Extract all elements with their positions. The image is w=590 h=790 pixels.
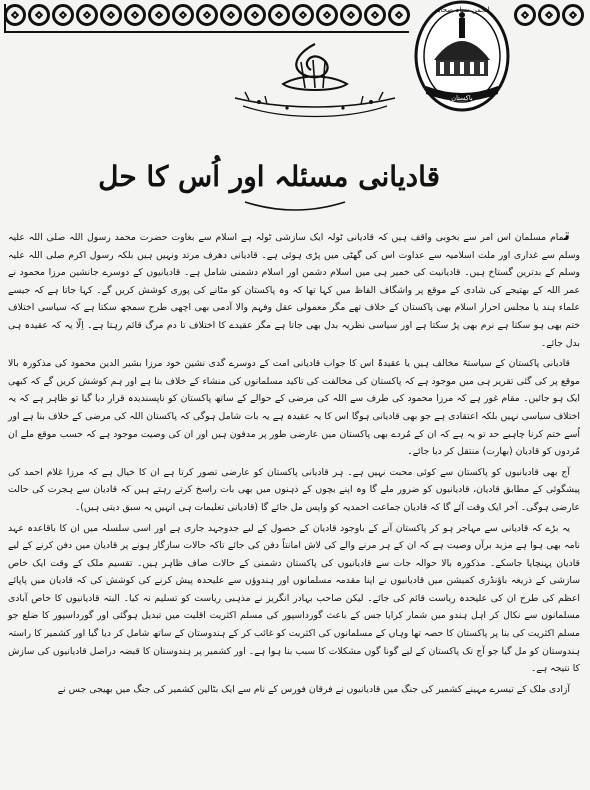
border-ring-ornament-icon	[100, 4, 122, 26]
border-rule-left	[4, 4, 6, 33]
border-ring-ornament-icon	[340, 4, 362, 26]
border-ring-ornament-icon	[196, 4, 218, 26]
title-flourish-icon	[240, 196, 350, 216]
emblem-arc-text: انجمن سپاہ صحابہ	[434, 6, 490, 14]
border-ring-ornament-icon	[316, 4, 338, 26]
paragraph-4: یہ بڑے کہ قادیانی سے مہاجر ہو کر پاکستان آنے کے باوجود قادیان کے حصول کے لیے جدوجہد جاری ہے اور اسی سلسلہ میں ان کا باقاعدہ عہد نامہ بھی ہوا ہے مزید برآں وصیت ہے کہ ان کے ہر مرنے والے کی لاش امانتاً دفن کی جائے تاکہ حالات سازگار ہونے پر قادیان میں دفن کرنے کے لیے قادیان پہنچایا جاسکے۔ مذکورہ بالا حوالہ جات سے قادیانیوں کی پاکستان دشمنی کے حالات صاف ظاہر ہیں۔ تقسیم ملک کے وقت ایک خاص سازشی کے ذریعہ باؤنڈری کمیشن میں قادیانیوں نے اپنا مقدمہ مسلمانوں اور ہندوؤں سے علیحدہ پیش کرنے کی کوشش کی کہ قادیان میں پاپائے اعظم کی طرح ان کی علیحدہ ریاست قائم کی جائے۔ لیکن صاحب بہادر انگریز نے مذہبی ریاست کو تسلیم نہ کیا۔ البتہ قادیانیوں کا خاص آبادی مسلمانوں سے نکال کر اہل ہندو میں شمار کرایا جس کے باعث گورداسپور کی مسلم اکثریت اقلیت میں تبدیل ہوگئی اور گورداسپور کا ضلع جو مسلم اکثریت کی بنا پر پاکستان کا حصہ تھا وہاں کے مسلمانوں کی اکثریت کو غائب کر کے ہندوستان کے ساتھ شامل کر دیا گیا اور کشمیر کا راستہ ہندوستان کو مل گیا جو آج تک پاکستان کے لیے گونا گوں مشکلات کا سبب بنا ہوا ہے۔ اور کشمیر پر ہندوستان کا قبضہ دراصل قادیانیوں کی سازش کا نتیجہ ہے۔	[8, 522, 580, 675]
border-ring-ornament-icon	[388, 4, 410, 26]
border-ring-ornament-icon	[244, 4, 266, 26]
page-title: قادیانی مسئلہ اور اُس کا حل	[98, 160, 440, 193]
border-ring-ornament-icon	[364, 4, 386, 26]
border-ring-ornament-icon	[562, 4, 584, 26]
border-ring-ornament-icon	[514, 4, 536, 26]
border-ring-ornament-icon	[148, 4, 170, 26]
border-ring-ornament-icon	[76, 4, 98, 26]
border-rule-top	[4, 31, 409, 33]
border-ring-ornament-icon	[172, 4, 194, 26]
ornamental-border-left	[4, 4, 409, 30]
border-ring-ornament-icon	[268, 4, 290, 26]
paragraph-5: آزادی ملک کے تیسرے مہینے کشمیر کی جنگ میں قادیانیوں نے فرقان فورس کے نام سے ایک بٹالین کشمیر کی جنگ میں بھیجی جس نے	[57, 683, 570, 695]
border-ring-ornament-icon	[52, 4, 74, 26]
border-ring-ornament-icon	[292, 4, 314, 26]
border-ring-ornament-icon	[220, 4, 242, 26]
ornamental-border-right	[514, 4, 586, 30]
emblem-ribbon-text: پاکستان	[451, 94, 473, 102]
border-ring-ornament-icon	[28, 4, 50, 26]
border-ring-ornament-icon	[4, 4, 26, 26]
paragraph-3: آج بھی قادیانیوں کو پاکستان سے کوئی محبت نہیں ہے۔ ہر قادیانی پاکستان کو عارضی تصور کرتا ہے ان کا خیال ہے کہ مرزا غلام احمد کی پیشگوئی کے مطابق قادیان، قادیانیوں کو ضرور ملے گا وہ اپنے بچوں کے ذہنوں میں بھی بات راسخ کرتے رہتے ہیں کہ قادیان سے ہجرت کی حالت عارضی ہوگی۔ آخر ایک وقت آئے گا کہ قادیان جماعت احمدیہ کو واپس مل جائے گا (قادیانی تعلیمات ہی انہیں یہ سبق دیتی ہیں)۔	[8, 466, 580, 513]
paragraph-2: قادیانی پاکستان کے سیاستہً مخالف ہیں یا عقیدۃً اس کا جواب قادیانی امت کے دوسرے گدی نشین خود مرزا بشیر الدین محمود کی مذکورہ بالا موقع پر کی گئی تقریر ہی میں موجود ہے کہ پاکستان کی مخالفت کی تاکید مسلمانوں کی منشاء کے خلاف بنا ہے اور ہم کوشش کریں گے کہ کبھی ایک ہو جائیں۔ مقام غور ہے کہ مرزا محمود کی طرف سے اللہ کی مرضی کے حوالے کے ساتھ پاکستان کو ناپسندیدہ قرار دیا گیا تو ظاہر ہے کہ یہ اختلاف سیاسی نہیں بلکہ اعتقادی ہے جو بھی قادیانی ہوگا اس کا یہ عقیدہ ہے یہ بات شامل ہوگی کہ پاکستان اللہ کی مرضی کے خلاف بنا ہے اور اُسے ختم کرنا چاہیے حد تو یہ ہے کہ ان کے مُردے بھی پاکستان میں عارضی طور پر مدفون ہیں اور ان کی وصیت موجود ہے کہ حسب موقع ملے ان مُردوں کو قادیان (بھارت) منتقل کر دیا جائے۔	[8, 358, 580, 458]
border-ring-ornament-icon	[124, 4, 146, 26]
article-body	[8, 226, 580, 786]
paragraph-1: تمام مسلمان اس امر سے بخوبی واقف ہیں کہ قادیانی ٹولہ ایک سازشی ٹولہ ہے اسلام سے بغاوت حضرت محمد رسول اللہ صلی اللہ علیہ وسلم سے غداری اور ملت اسلامیہ سے عداوت اس کی گھٹی میں پڑی ہوئی ہے۔ قادیانی دھرف مرتد ونہیں ہیں بلکہ رسول اکرم صلی اللہ علیہ وسلم کے بدترین گستاخ ہیں۔ قادیانیت کی خمیر ہی میں اسلام دشمن اور اسلام دشمنی شامل ہے۔ قادیانیوں کے دوسرے جانشین مرزا محمود نے عمر اللہ کے بھتیجے کی شادی کے موقع پر واشگاف الفاظ میں کہا تھا کہ وہ پاکستان کو مٹانے کی پوری کوشش کریں گے۔ کہا جاتا ہے کہ جیسے علماء ہند یا مجلس احرار اسلام بھی پاکستان کے خلاف تھے مگر معمولی عقل وفہم والا آدمی بھی اچھی طرح سمجھ سکتا ہے کہ سیاسی اختلاف ختم بھی ہو سکتا ہے نرم بھی پڑ سکتا ہے اور سیاسی نظریہ بدل بھی جاتا ہے مگر عقیدے کا اختلاف تا دم مرگ قائم رہتا ہے۔ اِلّا یہ کہ عقیدہ ہی بدل جائے۔	[8, 225, 580, 349]
border-ring-ornament-icon	[538, 4, 560, 26]
calligraphy-bismillah-icon	[225, 40, 405, 126]
